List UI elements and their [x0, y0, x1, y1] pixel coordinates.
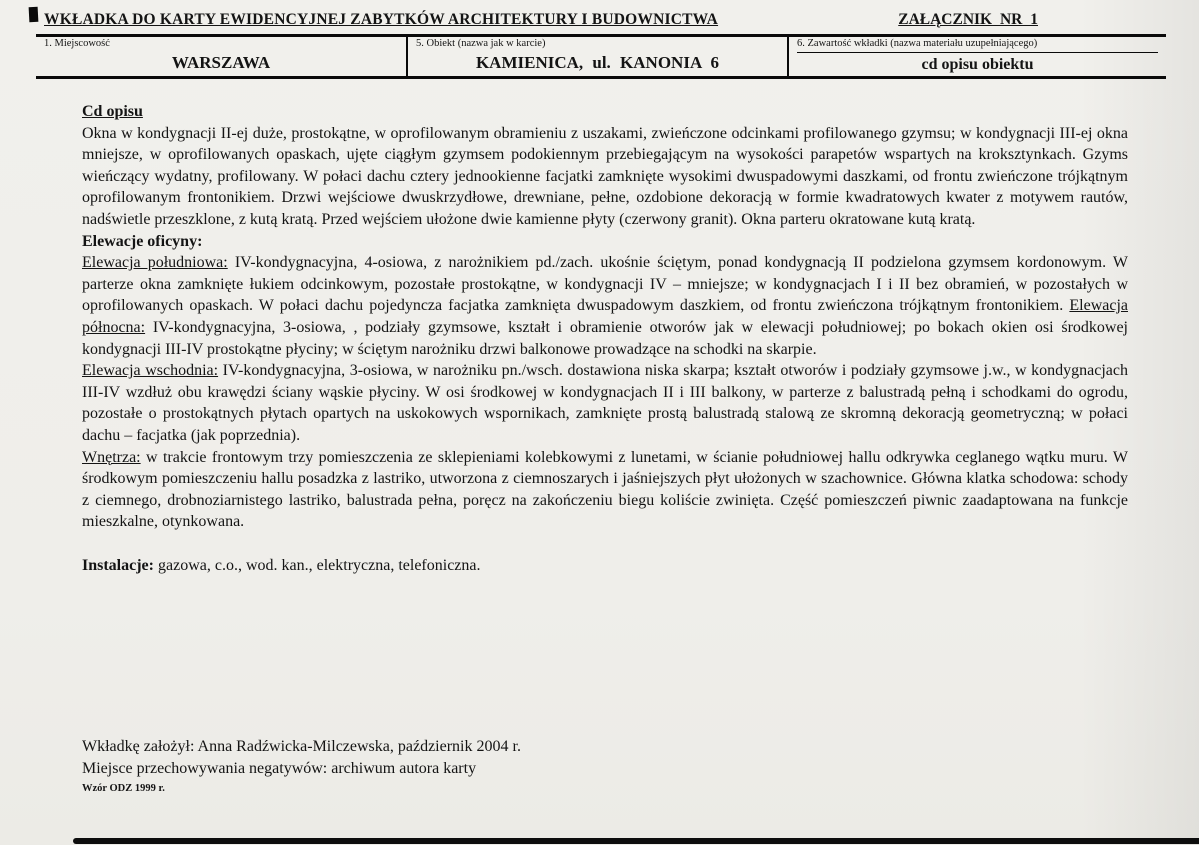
scan-artifact-bottom-edge — [73, 838, 1199, 844]
paragraph-interiors — [82, 447, 1128, 533]
field-zawartosc-value: cd opisu obiektu — [921, 56, 1034, 73]
field-zawartosc — [787, 36, 1166, 76]
annex-number: ZAŁĄCZNIK NR 1 — [898, 11, 1038, 28]
footer-template-line: Wzór ODZ 1999 r. — [82, 783, 165, 794]
paragraph-installations — [82, 555, 1128, 577]
document-body — [82, 101, 1128, 576]
south-elevation-label: Elewacja południowa: — [82, 254, 228, 272]
north-elevation-text: IV-kondygnacyjna, 3-osiowa, , podziały gzymsowe, kształt i obramienie otworów jak w elewacji południowej; po bokach okien osi środkowej kondygnacji III-IV prostokątne płyciny; w ściętym narożniku drzwi balkonowe prowadzące na schodki na skarpie. — [82, 318, 1128, 358]
field-zawartosc-label: 6. Zawartość wkładki (nazwa materiału uzupełniającego) — [797, 38, 1158, 53]
field-obiekt-label: 5. Obiekt (nazwa jak w karcie) — [416, 38, 546, 49]
section-heading-cd-opisu: Cd opisu — [82, 103, 143, 120]
east-elevation-text: IV-kondygnacyjna, 3-osiowa, w narożniku pn./wsch. dostawiona niska skarpa; kształt otworów i podziały gzymsowe j.w., w kondygnacjach III-IV wzdłuż obu krawędzi ściany wąskie płyciny. W osi środkowej w kondygnacjach II i III balkony, w parterze z balustradą pełną i schodkami do ogrodu, pozostałe o prostokątnych płytach opartych na uskokowych wspornikach, zamknięte prostą balustradą stalową ze skromną dekoracją geometryczną; w połaci dachu – facjatka (jak poprzednia). — [82, 362, 1129, 444]
paragraph-elevation-east — [82, 360, 1128, 446]
document-footer — [82, 736, 521, 796]
footer-author-line: Wkładkę założył: Anna Radźwicka-Milczewska, październik 2004 r. — [82, 738, 521, 755]
section-heading-elewacje: Elewacje oficyny: — [82, 232, 203, 250]
north-elevation-label: Elewacja północna: — [82, 297, 1128, 336]
field-miejscowosc — [36, 36, 406, 76]
document-header — [36, 11, 1166, 37]
footer-negatives-line: Miejsce przechowywania negatywów: archiwum autora karty — [82, 760, 477, 777]
paragraph-description — [82, 123, 1128, 231]
east-elevation-label: Elewacja wschodnia: — [82, 362, 219, 380]
document-title: WKŁADKA DO KARTY EWIDENCYJNEJ ZABYTKÓW ARCHITEKTURY I BUDOWNICTWA — [44, 11, 719, 28]
installations-text: gazowa, c.o., wod. kan., elektryczna, telefoniczna. — [153, 556, 481, 574]
interiors-label: Wnętrza: — [82, 448, 141, 466]
form-header-row — [36, 36, 1166, 79]
field-obiekt — [406, 36, 787, 76]
field-obiekt-value: KAMIENICA, ul. KANONIA 6 — [475, 53, 720, 72]
description-text: Okna w kondygnacji II-ej duże, prostokątne, w oprofilowanym obramieniu z uszakami, zwieńczone odcinkami profilowanego gzymsu; w kondygnacji III-ej okna mniejsze, w oprofilowanych opaskach, ujęte ciągłym gzymsem podokiennym przebiegającym na wysokości parapetów wspartych na kroksztynkach. Gzyms wieńczący wydatny, profilowany. W połaci dachu cztery jednookienne facjatki zamknięte wysokimi dwuspadowymi daszkami, od frontu zwieńczone trójkątnym oprofilowanym frontonikiem. Drzwi wejściowe dwuskrzydłowe, drewniane, pełne, ozdobione dekoracją w formie kwadratowych kwater z motywem rautów, nadświetle przeszklone, z kutą kratą. Przed wejściem ułożone dwie kamienne płyty (czerwony granit). Okna parteru okratowane kutą kratą. — [82, 124, 1128, 228]
south-elevation-text: IV-kondygnacyjna, 4-osiowa, z narożnikiem pd./zach. ukośnie ściętym, ponad kondygnacją II podzielona gzymsem kordonowym. W parterze okna zamknięte łukiem odcinkowym, pozostałe prostokątne, w kondygnacji IV – mniejsze; w kondygnacjach I i II bez obramień, w pozostałych w oprofilowanych opaskach. W połaci dachu pojedyncza facjatka zamknięta dwuspadowym daszkiem, od frontu zwieńczona trójkątnym frontonikiem. — [82, 254, 1128, 315]
field-miejscowosc-value: WARSZAWA — [171, 53, 271, 72]
paragraph-elevations-south-north — [82, 252, 1128, 360]
blank-line — [82, 533, 1128, 555]
field-miejscowosc-label: 1. Miejscowość — [44, 38, 110, 49]
interiors-text: w trakcie frontowym trzy pomieszczenia ze sklepieniami kolebkowymi z lunetami, w ścianie południowej hallu odkrywka ceglanego wątku muru. W środkowym pomieszczeniu hallu posadzka z lastriko, utworzona z ciemnoszarych i jaśniejszych płyt ułożonych w szachownice. Główna klatka schodowa: schody z ciemnego, drobnoziarnistego lastriko, balustrada pełna, poręcz na zakończeniu biegu koliście zwinięta. Część pomieszczeń piwnic zaadaptowana na funkcje mieszkalne, otynkowana. — [82, 448, 1128, 531]
installations-label: Instalacje: — [82, 556, 154, 574]
